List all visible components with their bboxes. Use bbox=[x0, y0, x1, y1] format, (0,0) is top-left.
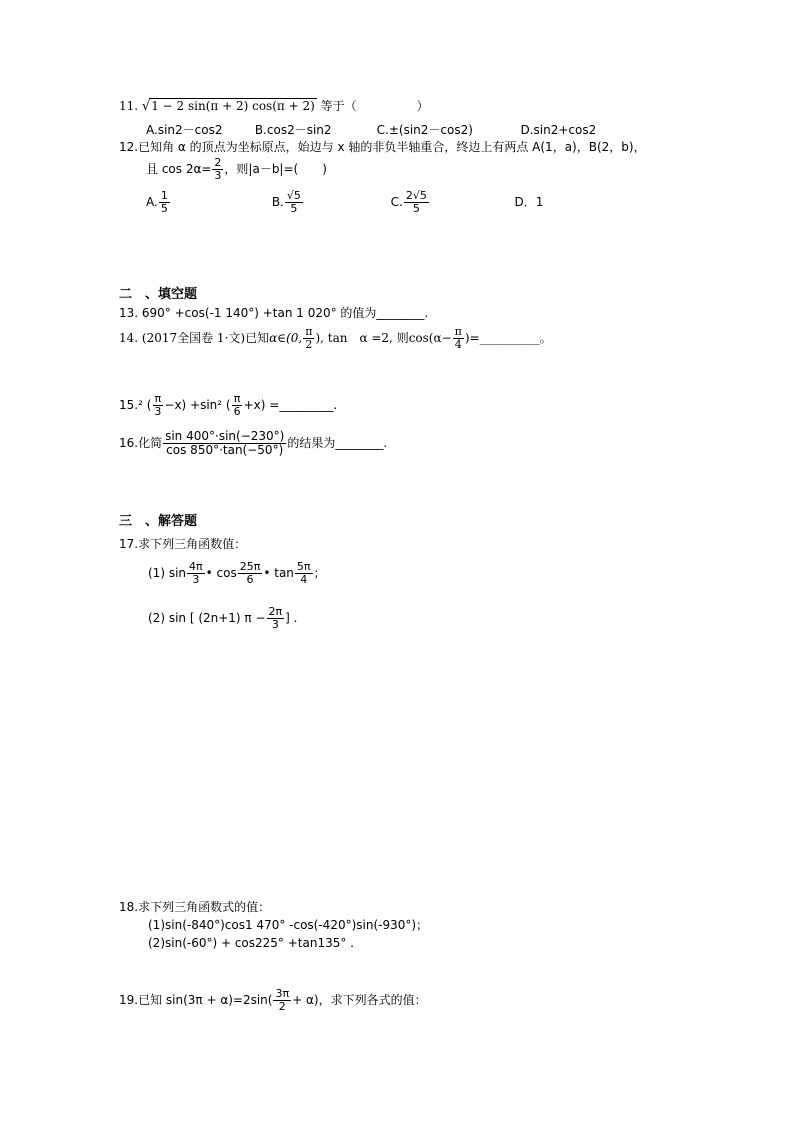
q16-prefix: 16.化简 bbox=[119, 436, 163, 451]
q11-radicand: 1 − 2 sin(π + 2) cos(π + 2) bbox=[151, 99, 315, 113]
q17-frac-4pi-3: $\frac{4\pi}{3}$ bbox=[189, 560, 203, 587]
q12-frac-numerator: 2 bbox=[214, 156, 222, 169]
q14-answer-blank: )=__________。 bbox=[464, 331, 552, 346]
section-3-heading: 三 、解答题 bbox=[119, 514, 198, 529]
q17-frac-25pi-6: $\frac{25\pi}{6}$ bbox=[239, 560, 261, 587]
q11-number: 11. bbox=[119, 99, 139, 113]
q14-cos: cos(α− bbox=[408, 331, 452, 346]
q11-tail: 等于（ ） bbox=[320, 99, 429, 113]
q12-question-tail: ，则|a－b|=( ) bbox=[224, 162, 327, 177]
q12-line-2 bbox=[146, 157, 327, 182]
q16-fraction bbox=[163, 430, 286, 457]
sqrt-icon: √ bbox=[141, 99, 151, 114]
q15-middle: −x) +sin² ( bbox=[164, 398, 231, 413]
q12-frac-denominator: 3 bbox=[214, 169, 222, 183]
q16-numerator: sin 400°·sin(−230°) bbox=[165, 429, 285, 443]
q17-part-2: (2) sin [ (2n+1) π − $\frac{2\pi}{3}$ ] . bbox=[148, 605, 298, 632]
q12-option-c: C. $\frac{2√5}{5}$ bbox=[390, 189, 427, 216]
question-13: 13. 690° +cos(-1 140°) +tan 1 020° 的值为________. bbox=[119, 306, 429, 320]
q12-options bbox=[146, 190, 543, 215]
section-2-heading: 二 、填空题 bbox=[119, 287, 198, 302]
q12-cos-text: 且 cos 2α= bbox=[146, 162, 212, 177]
q12-fraction bbox=[212, 157, 223, 182]
q14-prefix: 14. (2017全国卷 1·文)已知 bbox=[119, 331, 270, 346]
q11-option-b: B.cos2－sin2 bbox=[254, 123, 332, 137]
question-16 bbox=[119, 430, 387, 457]
q12-option-b: B. $\frac{√5}{5}$ bbox=[271, 189, 301, 216]
q11-option-a: A.sin2－cos2 bbox=[146, 123, 223, 137]
q14-middle: ), tan α =2, 则 bbox=[315, 331, 409, 346]
q17-frac-5pi-4: $\frac{5\pi}{4}$ bbox=[296, 560, 311, 587]
q16-denominator: cos 850°·tan(−50°) bbox=[166, 443, 284, 458]
q11-option-c: C.±(sin2－cos2) bbox=[376, 123, 473, 137]
question-19: 19.已知 sin(3π + α)=2sin( $\frac{3\pi}{2}$ + α)，求下列各式的值： bbox=[119, 987, 427, 1014]
q18-title: 18.求下列三角函数式的值： bbox=[119, 900, 271, 914]
q16-answer-blank: 的结果为________. bbox=[287, 436, 388, 451]
q18-part-2: (2)sin(-60°) + cos225° +tan135° . bbox=[148, 936, 354, 950]
q17-title: 17.求下列三角函数值： bbox=[119, 537, 247, 551]
question-11 bbox=[119, 98, 429, 115]
q12-option-d: D．1 bbox=[514, 195, 544, 210]
q17-frac-2pi-3: $\frac{2\pi}{3}$ bbox=[268, 605, 283, 632]
q19-frac-3pi-2: $\frac{3\pi}{2}$ bbox=[275, 987, 290, 1014]
q14-alpha-domain: α∈(0, bbox=[269, 331, 303, 346]
q15-pi-over-6: $\frac{\pi}{6}$ bbox=[233, 392, 241, 419]
q11-options bbox=[146, 123, 596, 137]
q18-part-1: (1)sin(-840°)cos1 470° -cos(-420°)sin(-930°)； bbox=[148, 918, 429, 932]
q12-option-a: A. $\frac{1}{5}$ bbox=[146, 189, 168, 216]
q17-part-1: (1) sin $\frac{4\pi}{3}$ • cos $\frac{25\pi}{6}$ • tan $\frac{5\pi}{4}$ ； bbox=[148, 560, 326, 587]
q11-option-d: D.sin2+cos2 bbox=[520, 123, 597, 137]
q14-pi-over-4: $\frac{\pi}{4}$ bbox=[454, 325, 462, 352]
question-15 bbox=[119, 393, 337, 418]
q15-pi-over-3: $\frac{\pi}{3}$ bbox=[154, 392, 162, 419]
q14-pi-over-2: $\frac{\pi}{2}$ bbox=[305, 325, 313, 352]
q12-line-1: 12.已知角 α 的顶点为坐标原点，始边与 x 轴的非负半轴重合，终边上有两点 A(1，a)，B(2，b)， bbox=[119, 140, 646, 154]
q15-answer-blank: +x) =_________. bbox=[243, 398, 338, 413]
question-14 bbox=[119, 326, 552, 351]
q15-prefix: 15.² ( bbox=[119, 398, 152, 413]
